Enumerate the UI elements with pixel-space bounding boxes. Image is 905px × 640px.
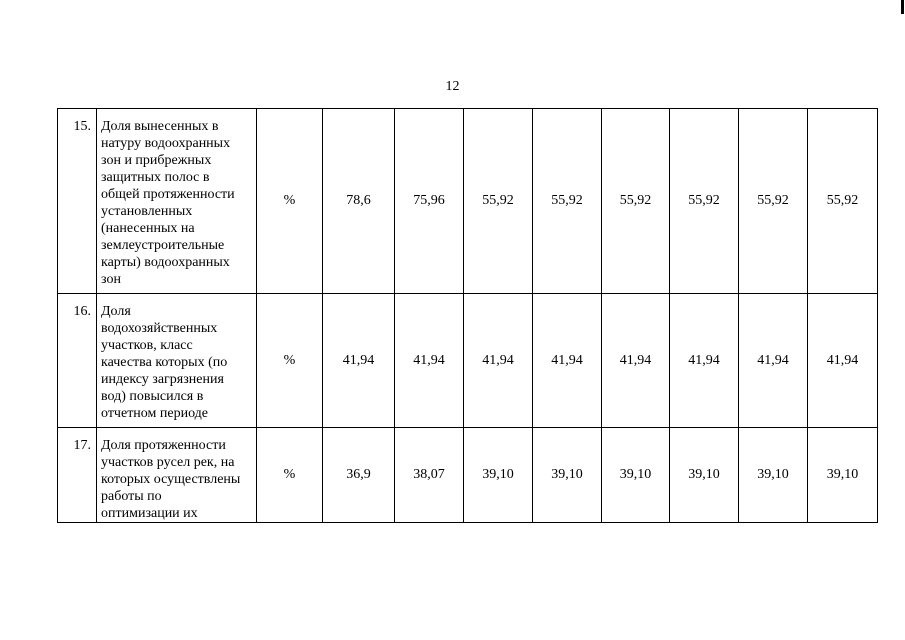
value-cell: 78,6 xyxy=(323,109,395,294)
description-line: отчетном периоде xyxy=(101,406,209,421)
value-cell: 55,92 xyxy=(670,109,739,294)
value-cell: 39,10 xyxy=(464,428,533,523)
description-line: вод) повысился в xyxy=(101,389,204,404)
table-row xyxy=(58,109,878,294)
description-line: Доля протяженности xyxy=(101,438,226,453)
description-line: работы по xyxy=(101,489,162,504)
description-line: участков, класс xyxy=(101,338,193,353)
value-cell: 55,92 xyxy=(464,109,533,294)
indicator-description-cell xyxy=(97,428,257,523)
table-row xyxy=(58,428,878,523)
indicator-description-cell xyxy=(97,294,257,428)
value-cell: 38,07 xyxy=(395,428,464,523)
value-cell: 41,94 xyxy=(323,294,395,428)
value-cell: 55,92 xyxy=(808,109,878,294)
value-cell: 39,10 xyxy=(533,428,602,523)
value-cell: 41,94 xyxy=(533,294,602,428)
description-line: землеустроительные xyxy=(101,238,225,253)
description-line: зон и прибрежных xyxy=(101,153,212,168)
description-line: Доля xyxy=(101,304,131,319)
description-line: натуру водоохранных xyxy=(101,136,231,151)
description-line: общей протяженности xyxy=(101,187,235,202)
description-line: участков русел рек, на xyxy=(101,455,235,470)
description-line: качества которых (по xyxy=(101,355,228,370)
description-line: водохозяйственных xyxy=(101,321,218,336)
value-cell: 39,10 xyxy=(808,428,878,523)
description-line: которых осуществлены xyxy=(101,472,241,487)
value-cell: 41,94 xyxy=(808,294,878,428)
description-line: установленных xyxy=(101,204,193,219)
row-number-cell: 17. xyxy=(58,428,97,523)
row-number-cell: 15. xyxy=(58,109,97,294)
description-line: индексу загрязнения xyxy=(101,372,224,387)
description-line: защитных полос в xyxy=(101,170,210,185)
value-cell: 75,96 xyxy=(395,109,464,294)
value-cell: 39,10 xyxy=(670,428,739,523)
row-number-cell: 16. xyxy=(58,294,97,428)
value-cell: 41,94 xyxy=(464,294,533,428)
table-row xyxy=(58,294,878,428)
unit-cell: % xyxy=(257,294,323,428)
value-cell: 41,94 xyxy=(670,294,739,428)
unit-cell: % xyxy=(257,428,323,523)
value-cell: 41,94 xyxy=(602,294,670,428)
value-cell: 41,94 xyxy=(739,294,808,428)
description-line: оптимизации их xyxy=(101,506,198,521)
description-line: зон xyxy=(101,272,121,287)
page-number: 12 xyxy=(445,79,460,94)
indicator-description-cell xyxy=(97,109,257,294)
indicators-table xyxy=(57,108,878,523)
scan-edge-mark xyxy=(901,0,904,14)
unit-cell: % xyxy=(257,109,323,294)
description-line: (нанесенных на xyxy=(101,221,195,236)
value-cell: 41,94 xyxy=(395,294,464,428)
description-line: карты) водоохранных xyxy=(101,255,230,270)
value-cell: 55,92 xyxy=(739,109,808,294)
value-cell: 55,92 xyxy=(533,109,602,294)
value-cell: 39,10 xyxy=(739,428,808,523)
description-line: Доля вынесенных в xyxy=(101,119,219,134)
value-cell: 55,92 xyxy=(602,109,670,294)
value-cell: 36,9 xyxy=(323,428,395,523)
value-cell: 39,10 xyxy=(602,428,670,523)
